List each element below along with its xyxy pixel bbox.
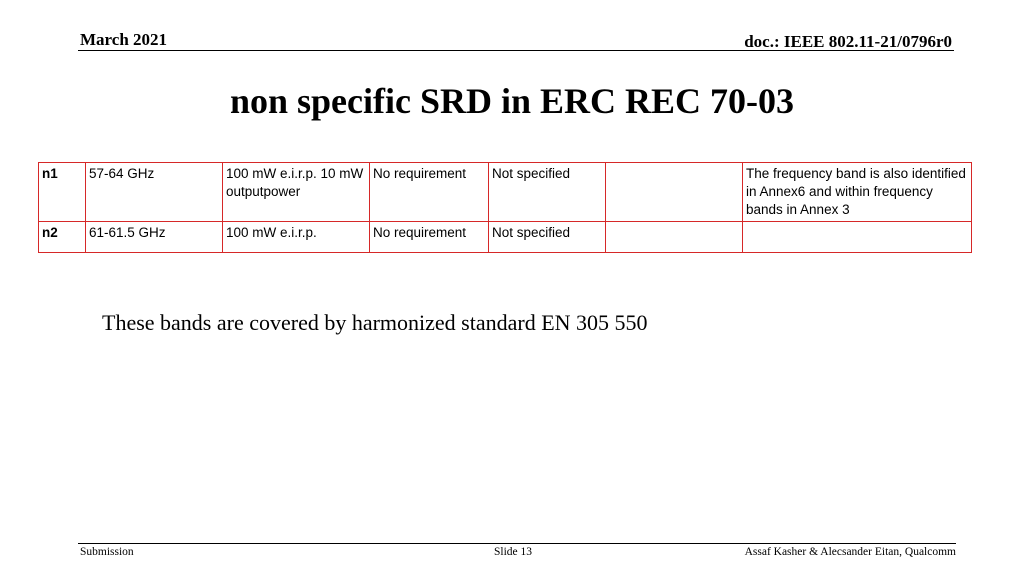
- cell-specified: Not specified: [489, 222, 606, 253]
- header-divider: [78, 50, 954, 51]
- cell-power: 100 mW e.i.r.p.: [223, 222, 370, 253]
- cell-frequency: 57-64 GHz: [86, 163, 223, 222]
- header-date: March 2021: [80, 30, 168, 49]
- srd-bands-table: [38, 162, 972, 253]
- footer-submission: Submission: [80, 546, 134, 558]
- cell-band-id: n2: [39, 222, 86, 253]
- header-doc-id: doc.: IEEE 802.11-21/0796r0: [744, 32, 952, 51]
- cell-requirement: No requirement: [370, 222, 489, 253]
- slide-title: non specific SRD in ERC REC 70-03: [229, 81, 795, 121]
- cell-note: [743, 222, 972, 253]
- cell-requirement: No requirement: [370, 163, 489, 222]
- footer-divider: [78, 543, 956, 544]
- slide-caption: These bands are covered by harmonized standard EN 305 550: [102, 310, 648, 335]
- cell-frequency: 61-61.5 GHz: [86, 222, 223, 253]
- cell-power: 100 mW e.i.r.p. 10 mW outputpower: [223, 163, 370, 222]
- table-row: [39, 222, 972, 253]
- cell-specified: Not specified: [489, 163, 606, 222]
- cell-band-id: n1: [39, 163, 86, 222]
- table-row: [39, 163, 972, 222]
- footer-slide-number: Slide 13: [494, 546, 533, 558]
- footer-authors: Assaf Kasher & Alecsander Eitan, Qualcomm: [744, 546, 956, 558]
- cell-empty: [606, 222, 743, 253]
- cell-empty: [606, 163, 743, 222]
- cell-note: The frequency band is also identified in Annex6 and within frequency bands in Annex 3: [743, 163, 972, 222]
